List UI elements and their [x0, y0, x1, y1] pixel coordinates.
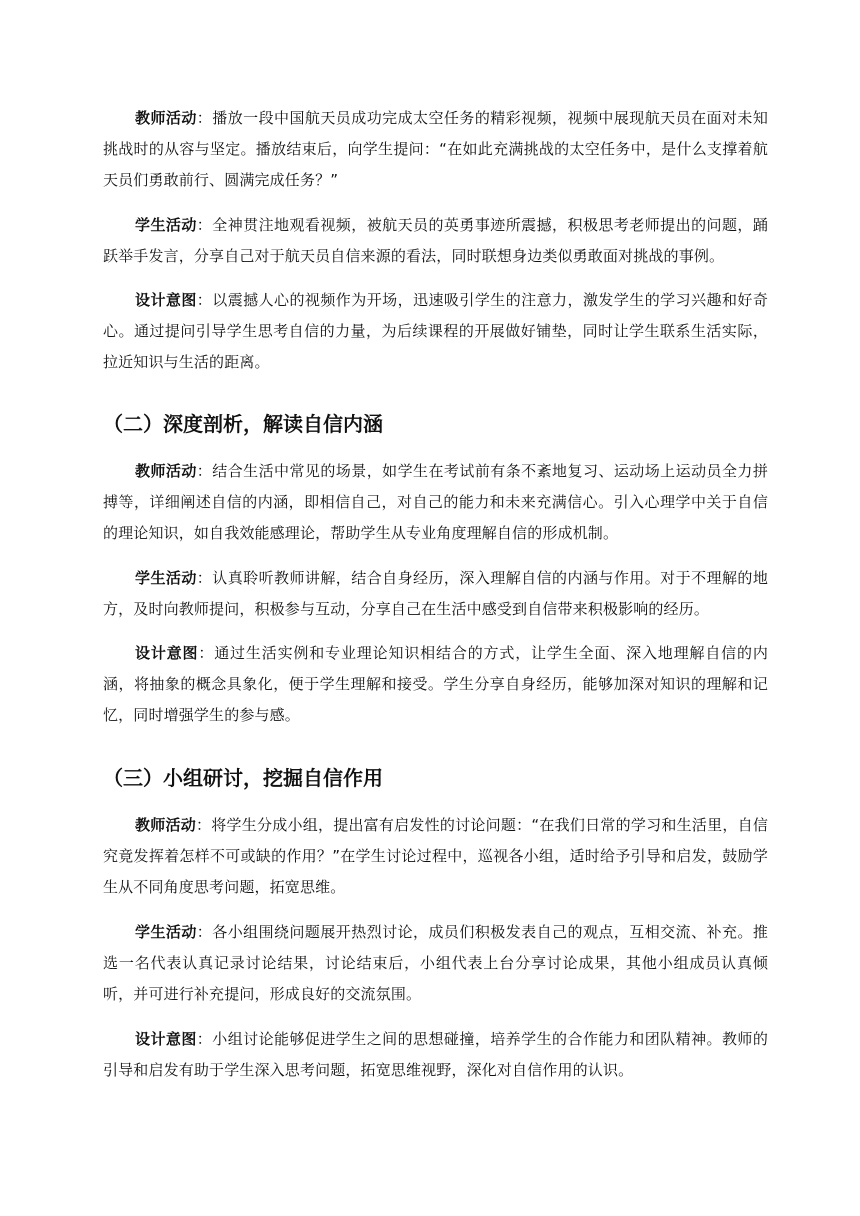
teacher-activity-text: ：播放一段中国航天员成功完成太空任务的精彩视频，视频中展现航天员在面对未知挑战时的从容与坚定。播放结束后，向学生提问：“在如此充满挑战的太空任务中，是什么支撑着航天员们勇敢前行、圆满完成任务？”: [103, 109, 768, 189]
section3-teacher-paragraph: [103, 810, 768, 903]
section2-student-paragraph: [103, 563, 768, 625]
teacher-activity-label: 教师活动: [135, 109, 197, 127]
section1-student-paragraph: [103, 210, 768, 272]
design-intent-text: ：小组讨论能够促进学生之间的思想碰撞，培养学生的合作能力和团队精神。教师的引导和启发有助于学生深入思考问题，拓宽思维视野，深化对自信作用的认识。: [103, 1030, 768, 1079]
section1-teacher-paragraph: [103, 103, 768, 196]
design-intent-label: 设计意图: [135, 1030, 197, 1048]
teacher-activity-label: 教师活动: [135, 816, 196, 834]
section2-teacher-paragraph: [103, 456, 768, 549]
section2-heading: （二）深度剖析，解读自信内涵: [103, 412, 383, 436]
student-activity-text: ：全神贯注地观看视频，被航天员的英勇事迹所震撼，积极思考老师提出的问题，踊跃举手发言，分享自己对于航天员自信来源的看法，同时联想身边类似勇敢面对挑战的事例。: [103, 216, 768, 265]
design-intent-text: ：以震撼人心的视频作为开场，迅速吸引学生的注意力，激发学生的学习兴趣和好奇心。通过提问引导学生思考自信的力量，为后续课程的开展做好铺垫，同时让学生联系生活实际，拉近知识与生活的距离。: [103, 291, 768, 371]
section1-design-paragraph: [103, 285, 768, 378]
teacher-activity-text: ：将学生分成小组，提出富有启发性的讨论问题：“在我们日常的学习和生活里，自信究竟发挥着怎样不可或缺的作用？”在学生讨论过程中，巡视各小组，适时给予引导和启发，鼓励学生从不同角度思考问题，拓宽思维。: [103, 816, 768, 896]
student-activity-text: ：各小组围绕问题展开热烈讨论，成员们积极发表自己的观点，互相交流、补充。推选一名代表认真记录讨论结果，讨论结束后，小组代表上台分享讨论成果，其他小组成员认真倾听，并可进行补充提问，形成良好的交流氛围。: [103, 923, 768, 1003]
student-activity-text: ：认真聆听教师讲解，结合自身经历，深入理解自信的内涵与作用。对于不理解的地方，及时向教师提问，积极参与互动，分享自己在生活中感受到自信带来积极影响的经历。: [103, 569, 768, 618]
teacher-activity-text: ：结合生活中常见的场景，如学生在考试前有条不紊地复习、运动场上运动员全力拼搏等，详细阐述自信的内涵，即相信自己，对自己的能力和未来充满信心。引入心理学中关于自信的理论知识，如自我效能感理论，帮助学生从专业角度理解自信的形成机制。: [103, 462, 768, 542]
section3-heading: （三）小组研讨，挖掘自信作用: [103, 766, 383, 790]
student-activity-label: 学生活动: [135, 923, 197, 941]
design-intent-label: 设计意图: [135, 644, 199, 662]
teacher-activity-label: 教师活动: [135, 462, 197, 480]
student-activity-label: 学生活动: [135, 216, 197, 234]
design-intent-label: 设计意图: [135, 291, 197, 309]
section3-design-paragraph: [103, 1024, 768, 1086]
design-intent-text: ：通过生活实例和专业理论知识相结合的方式，让学生全面、深入地理解自信的内涵，将抽象的概念具象化，便于学生理解和接受。学生分享自身经历，能够加深对知识的理解和记忆，同时增强学生的参与感。: [103, 644, 768, 724]
section3-student-paragraph: [103, 917, 768, 1010]
student-activity-label: 学生活动: [135, 569, 197, 587]
section2-design-paragraph: [103, 638, 768, 731]
